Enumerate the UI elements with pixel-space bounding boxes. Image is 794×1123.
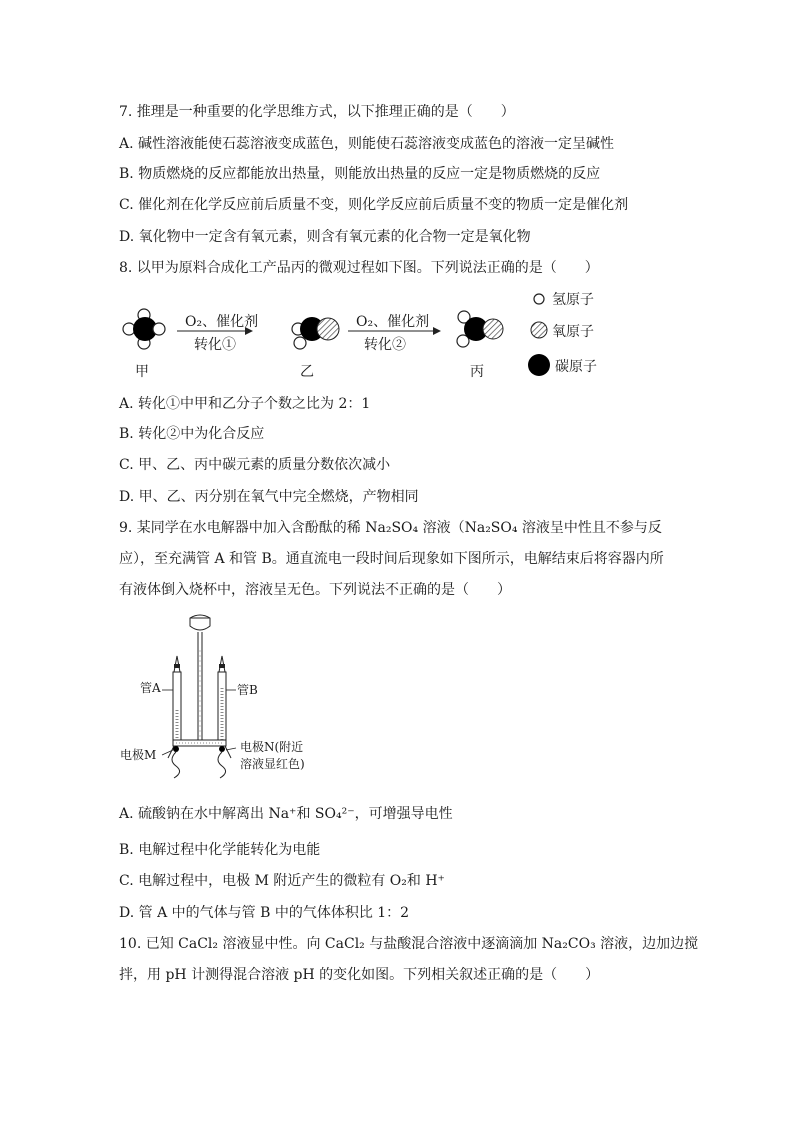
hydrogen-atom [294, 337, 306, 349]
label-electrode-n-1: 电极N(附近 [240, 740, 304, 754]
q9-stem-line-2: 应），至充满管 A 和管 B。通直流电一段时间后现象如下图所示，电解结束后将容器内所 [119, 551, 664, 567]
tube-a-stopcock [174, 664, 180, 668]
legend-oxygen-label: 氧原子 [552, 324, 594, 340]
electrode-m-leader [162, 750, 173, 755]
q9-electrolysis-figure [118, 610, 328, 790]
q10-stem-line-1: 10. 已知 CaCl₂ 溶液显中性。向 CaCl₂ 与盐酸混合溶液中逐滴滴加 Na₂CO₃ 溶液，边加边搅 [119, 936, 699, 952]
legend-carbon-symbol [528, 354, 550, 376]
label-tube-b: 管B [237, 683, 258, 697]
q8-stem: 8. 以甲为原料合成化工产品丙的微观过程如下图。下列说法正确的是（ ） [119, 260, 599, 276]
q8-option-b: B. 转化②中为化合反应 [119, 426, 265, 442]
hydrogen-atom [153, 323, 165, 335]
q9-stem-line-3: 有液体倒入烧杯中，溶液呈无色。下列说法不正确的是（ ） [119, 582, 511, 598]
reservoir-funnel [190, 615, 210, 630]
arrow-2-head [433, 327, 441, 335]
molecule-yi [292, 317, 339, 349]
label-bing: 丙 [470, 364, 484, 380]
q9-option-a: A. 硫酸钠在水中解离出 Na⁺和 SO₄²⁻，可增强导电性 [119, 806, 453, 822]
q7-option-b: B. 物质燃烧的反应都能放出热量，则能放出热量的反应一定是物质燃烧的反应 [119, 166, 601, 182]
oxygen-atom [483, 319, 503, 339]
q7-option-c: C. 催化剂在化学反应前后质量不变，则化学反应前后质量不变的物质一定是催化剂 [119, 197, 629, 213]
q8-option-c: C. 甲、乙、丙中碳元素的质量分数依次减小 [119, 457, 391, 473]
q9-option-d: D. 管 A 中的气体与管 B 中的气体体积比 1：2 [119, 905, 410, 921]
arrow-2-bottom-label: 转化② [364, 337, 406, 353]
wire-right [218, 752, 226, 778]
molecule-bing [457, 311, 503, 347]
oxygen-atom [317, 318, 339, 340]
q8-option-d: D. 甲、乙、丙分别在氧气中完全燃烧，产物相同 [119, 489, 419, 505]
electrode-n-terminal [219, 746, 225, 752]
label-jia: 甲 [135, 364, 149, 380]
arrow-1-top-label: O₂、催化剂 [185, 314, 259, 330]
tube-b-stopcock [219, 664, 225, 668]
q10-stem-line-2: 拌，用 pH 计测得混合溶液 pH 的变化如图。下列相关叙述正确的是（ ） [119, 967, 600, 983]
label-yi: 乙 [300, 364, 314, 380]
stand-right [225, 746, 231, 758]
label-electrode-n-2: 溶液显红色) [240, 757, 305, 771]
electrode-n-leader [226, 748, 236, 750]
legend-hydrogen-label: 氢原子 [552, 292, 594, 308]
legend-carbon-label: 碳原子 [555, 359, 597, 375]
electrode-m-terminal [173, 746, 179, 752]
arrow-1-bottom-label: 转化① [194, 337, 236, 353]
q7-option-a: A. 碱性溶液能使石蕊溶液变成蓝色，则能使石蕊溶液变成蓝色的溶液一定呈碱性 [119, 136, 615, 152]
label-electrode-m: 电极M [120, 748, 157, 762]
q9-stem-line-1: 9. 某同学在水电解器中加入含酚酞的稀 Na₂SO₄ 溶液（Na₂SO₄ 溶液呈中性且不参与反 [119, 520, 662, 536]
legend-hydrogen-symbol [534, 294, 544, 304]
q8-option-a: A. 转化①中甲和乙分子个数之比为 2：1 [119, 396, 371, 412]
arrow-2-top-label: O₂、催化剂 [356, 314, 430, 330]
legend-oxygen-symbol [531, 322, 547, 338]
q9-option-b: B. 电解过程中化学能转化为电能 [119, 842, 321, 858]
label-tube-a: 管A [140, 681, 161, 695]
q9-option-c: C. 电解过程中，电极 M 附近产生的微粒有 O₂和 H⁺ [119, 873, 445, 889]
q7-option-d: D. 氧化物中一定含有氧元素，则含有氧元素的化合物一定是氧化物 [119, 229, 531, 245]
molecule-jia [123, 309, 165, 349]
wire-left [172, 752, 180, 778]
q8-micro-process-figure [115, 285, 635, 385]
q7-stem: 7. 推理是一种重要的化学思维方式，以下推理正确的是（ ） [119, 104, 515, 120]
